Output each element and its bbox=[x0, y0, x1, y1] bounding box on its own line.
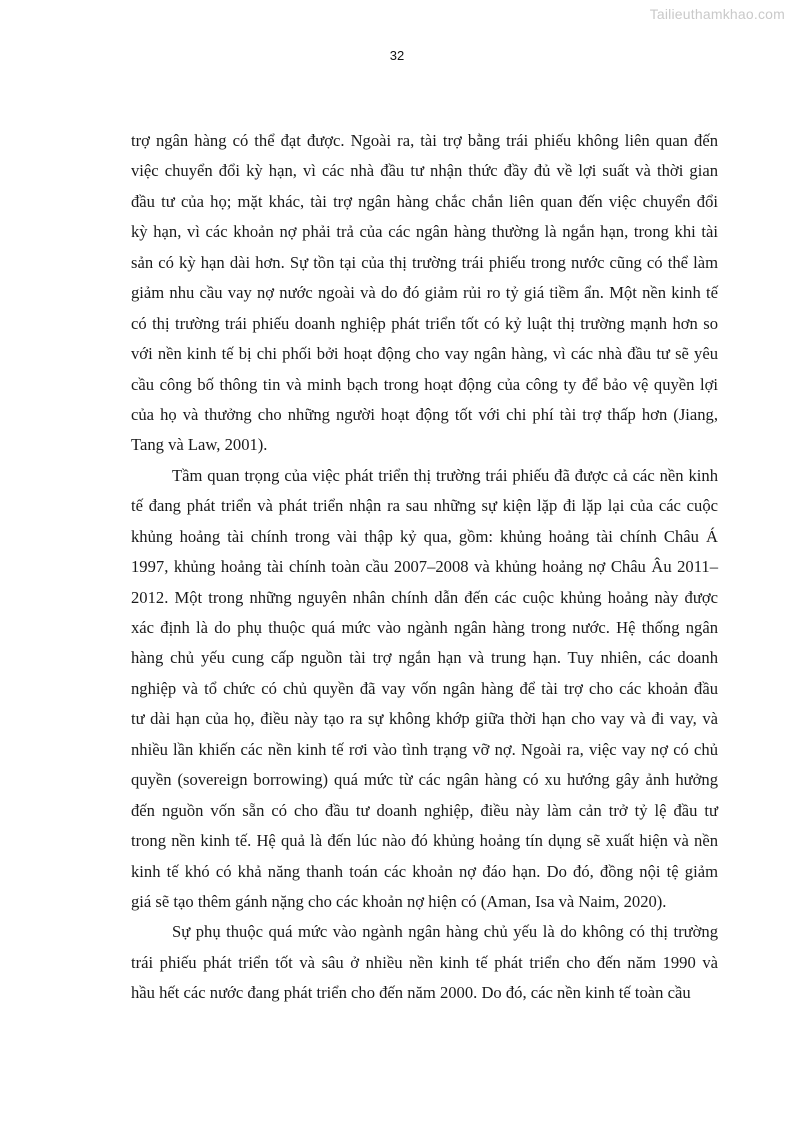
text-line: đầu tư của họ; mặt khác, tài trợ ngân hàng chắc chắn liên quan đến việc chuyển đổi bbox=[131, 191, 718, 211]
text-line: hầu hết các nước đang phát triển cho đến năm 2000. Do đó, các nền kinh tế toàn cầu bbox=[131, 983, 691, 1003]
text-line: kỳ hạn, vì các khoản nợ phải trả của các ngân hàng thường là ngắn hạn, trong khi tài bbox=[131, 222, 718, 242]
text-line: sản có kỳ hạn dài hơn. Sự tồn tại của thị trường trái phiếu trong nước cũng có thể làm bbox=[131, 252, 718, 272]
text-line: cầu công bố thông tin và minh bạch trong hoạt động của công ty để bảo vệ quyền lợi bbox=[131, 374, 718, 394]
text-line: Sự phụ thuộc quá mức vào ngành ngân hàng chủ yếu là do không có thị trường bbox=[172, 922, 718, 942]
text-line: 1997, khủng hoảng tài chính toàn cầu 2007–2008 và khủng hoảng nợ Châu Âu 2011– bbox=[131, 557, 718, 577]
watermark: Tailieuthamkhao.com bbox=[649, 6, 785, 22]
text-line: 2012. Một trong những nguyên nhân chính dẫn đến các cuộc khủng hoảng này được bbox=[131, 587, 718, 607]
text-line: việc chuyển đổi kỳ hạn, vì các nhà đầu tư nhận thức đầy đủ về lợi suất và thời gian bbox=[131, 161, 718, 181]
text-line: Tang và Law, 2001). bbox=[131, 435, 268, 455]
text-line: nhiều lần khiến các nền kinh tế rơi vào tình trạng vỡ nợ. Ngoài ra, việc vay nợ có chủ bbox=[131, 739, 718, 759]
text-line: giảm nhu cầu vay nợ nước ngoài và do đó giảm rủi ro tỷ giá tiềm ẩn. Một nền kinh tế bbox=[131, 283, 718, 303]
text-line: trợ ngân hàng có thể đạt được. Ngoài ra, tài trợ bằng trái phiếu không liên quan đến bbox=[131, 131, 718, 150]
text-line: trái phiếu phát triển tốt và sâu ở nhiều nền kinh tế phát triển cho đến năm 1990 và bbox=[131, 952, 718, 972]
text-line: của họ và thưởng cho những người hoạt động tốt với chi phí tài trợ thấp hơn (Jiang, bbox=[131, 404, 718, 424]
text-line: Tầm quan trọng của việc phát triển thị trường trái phiếu đã được cả các nền kinh bbox=[172, 465, 718, 485]
text-line: với nền kinh tế bị chi phối bởi hoạt động cho vay ngân hàng, vì các nhà đầu tư sẽ yêu bbox=[131, 344, 718, 364]
page-number: 32 bbox=[389, 48, 405, 63]
text-line: kinh tế khó có khả năng thanh toán các khoản nợ đáo hạn. Do đó, đồng nội tệ giảm bbox=[131, 861, 718, 881]
text-line: khủng hoảng tài chính trong vài thập kỷ qua, gồm: khủng hoảng tài chính Châu Á bbox=[131, 526, 718, 546]
paragraph bbox=[131, 126, 718, 461]
text-line: nghiệp và tổ chức có chủ quyền đã vay vốn ngân hàng để tài trợ cho các khoản đầu bbox=[131, 678, 718, 698]
paragraph bbox=[131, 917, 718, 1008]
text-line: tư dài hạn của họ, điều này tạo ra sự không khớp giữa thời hạn cho vay và đi vay, và bbox=[131, 709, 718, 729]
paragraph bbox=[131, 461, 718, 918]
text-line: quyền (sovereign borrowing) quá mức từ các ngân hàng có xu hướng gây ảnh hưởng bbox=[131, 770, 718, 790]
text-line: xác định là do phụ thuộc quá mức vào ngành ngân hàng trong nước. Hệ thống ngân bbox=[131, 618, 718, 637]
text-line: đến nguồn vốn sẵn có cho đầu tư doanh nghiệp, điều này làm cản trở tỷ lệ đầu tư bbox=[131, 800, 718, 820]
text-line: giá sẽ tạo thêm gánh nặng cho các khoản nợ hiện có (Aman, Isa và Naim, 2020). bbox=[131, 891, 667, 911]
text-line: tế đang phát triển và phát triển nhận ra sau những sự kiện lặp đi lặp lại của các cuộc bbox=[131, 496, 718, 516]
text-line: hàng chủ yếu cung cấp nguồn tài trợ ngắn hạn và trung hạn. Tuy nhiên, các doanh bbox=[131, 648, 718, 668]
text-line: có thị trường trái phiếu doanh nghiệp phát triển tốt có kỷ luật thị trường mạnh hơn so bbox=[131, 313, 718, 333]
document-body bbox=[131, 126, 718, 1009]
text-line: trong nền kinh tế. Hệ quả là đến lúc nào đó khủng hoảng tín dụng sẽ xuất hiện và nền bbox=[131, 831, 718, 851]
